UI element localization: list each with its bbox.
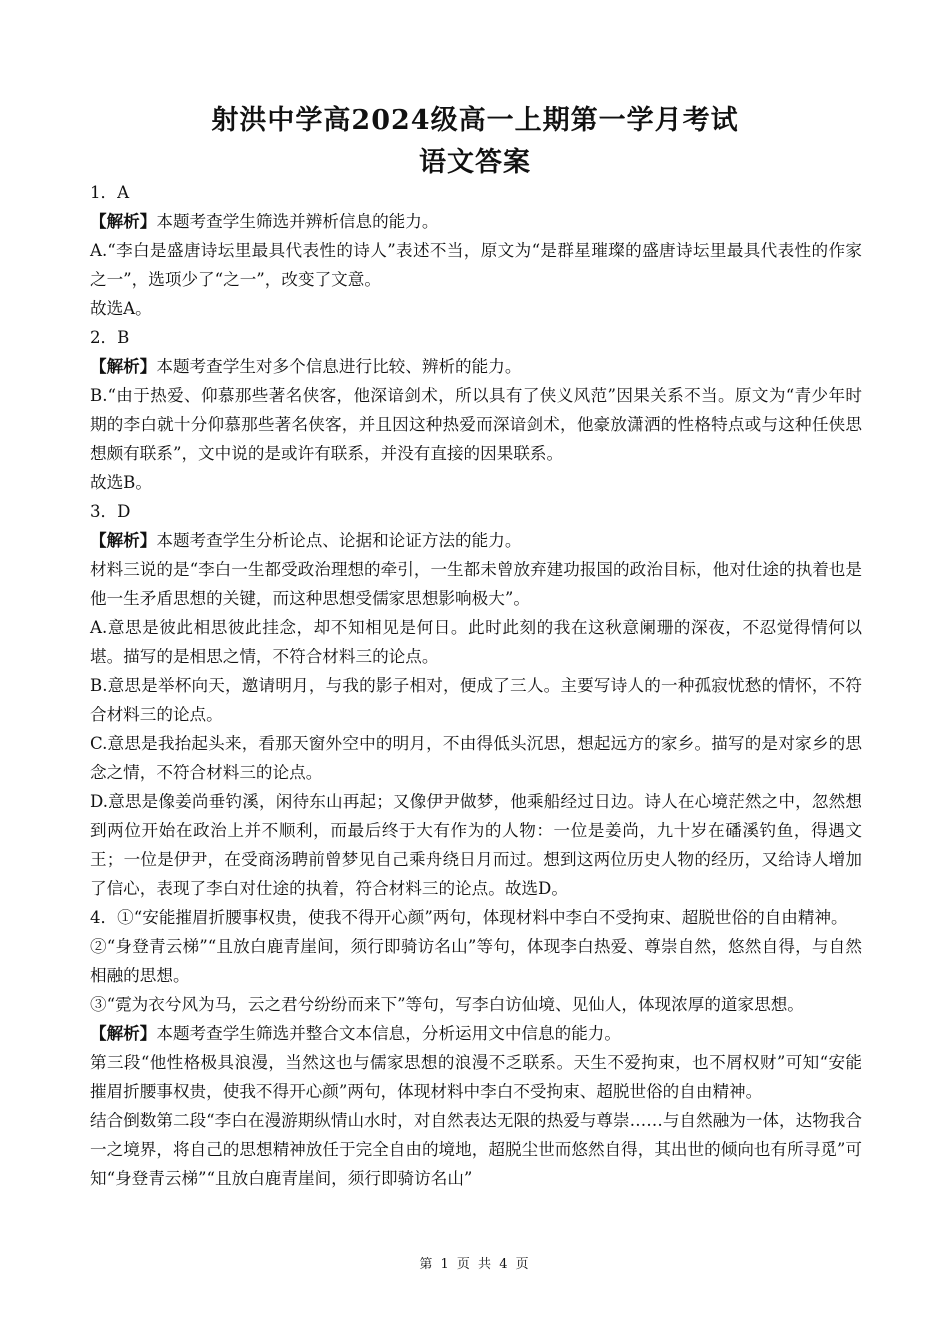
paragraph-text: B.“由于热爱、仰慕那些著名侠客，他深谙剑术，所以具有了侠义风范”因果关系不当。原文为“青少年时期的李白就十分仰慕那些著名侠客，并且因这种热爱而深谙剑术，他豪放潇洒的性格特点或与这种任侠思想颇有联系”，文中说的是或许有联系，并没有直接的因果联系。 — [90, 386, 862, 463]
analysis-paragraph — [90, 526, 862, 555]
analysis-paragraph — [90, 352, 862, 381]
analysis-paragraph — [90, 207, 862, 236]
answer-paragraph — [90, 323, 862, 352]
answer-body — [90, 178, 862, 1193]
answer-paragraph — [90, 555, 862, 613]
paragraph-text: 4．①“安能摧眉折腰事权贵，使我不得开心颜”两句，体现材料中李白不受拘束、超脱世俗的自由精神。 — [90, 908, 848, 927]
page-footer: 第 1 页 共 4 页 — [419, 1257, 531, 1272]
answer-paragraph — [90, 729, 862, 787]
analysis-tag: 【解析】 — [90, 1023, 157, 1043]
paragraph-text: A.“李白是盛唐诗坛里最具代表性的诗人”表述不当，原文为“是群星璀璨的盛唐诗坛里最具代表性的作家之一”，选项少了“之一”，改变了文意。 — [90, 241, 862, 289]
page-title: 射洪中学高2024级高一上期第一学月考试 — [211, 105, 739, 136]
answer-paragraph — [90, 497, 862, 526]
paragraph-text: 本题考查学生对多个信息进行比较、辨析的能力。 — [156, 357, 522, 376]
answer-paragraph — [90, 932, 862, 990]
paragraph-text: ③“霓为衣兮风为马，云之君兮纷纷而来下”等句，写李白访仙境、见仙人，体现浓厚的道家思想。 — [90, 995, 804, 1014]
page-subtitle: 语文答案 — [419, 147, 531, 178]
analysis-tag: 【解析】 — [90, 356, 157, 376]
paragraph-text: 本题考查学生筛选并整合文本信息，分析运用文中信息的能力。 — [156, 1024, 621, 1043]
paragraph-text: 第三段“他性格极具浪漫，当然这也与儒家思想的浪漫不乏联系。天生不爱拘束，也不屑权财”可知“安能摧眉折腰事权贵，使我不得开心颜”两句，体现材料中李白不受拘束、超脱世俗的自由精神。 — [90, 1053, 862, 1101]
paragraph-text: B.意思是举杯向天，邀请明月，与我的影子相对，便成了三人。主要写诗人的一种孤寂忧愁的情怀，不符合材料三的论点。 — [90, 676, 862, 724]
answer-paragraph — [90, 178, 862, 207]
analysis-tag: 【解析】 — [90, 530, 157, 550]
paragraph-text: C.意思是我抬起头来，看那天窗外空中的明月，不由得低头沉思，想起远方的家乡。描写的是对家乡的思念之情，不符合材料三的论点。 — [90, 734, 862, 782]
analysis-tag: 【解析】 — [90, 211, 157, 231]
paragraph-text: 本题考查学生分析论点、论据和论证方法的能力。 — [156, 531, 522, 550]
paragraph-text: D.意思是像姜尚垂钓溪，闲待东山再起；又像伊尹做梦，他乘船经过日边。诗人在心境茫然之中，忽然想到两位开始在政治上并不顺利，而最后终于大有作为的人物：一位是姜尚，九十岁在磻溪钓鱼，得遇文王；一位是伊尹，在受商汤聘前曾梦见自己乘舟绕日月而过。想到这两位历史人物的经历，又给诗人增加了信心，表现了李白对仕途的执着，符合材料三的论点。故选D。 — [90, 792, 862, 898]
paragraph-text: ②“身登青云梯”“且放白鹿青崖间，须行即骑访名山”等句，体现李白热爱、尊崇自然，悠然自得，与自然相融的思想。 — [90, 937, 862, 985]
answer-paragraph — [90, 671, 862, 729]
answer-paragraph — [90, 787, 862, 903]
paragraph-text: A.意思是彼此相思彼此挂念，却不知相见是何日。此时此刻的我在这秋意阑珊的深夜，不忍觉得情何以堪。描写的是相思之情，不符合材料三的论点。 — [90, 618, 862, 666]
paragraph-text: 故选A。 — [90, 299, 152, 318]
answer-paragraph — [90, 1048, 862, 1106]
answer-paragraph — [90, 381, 862, 468]
paragraph-text: 材料三说的是“李白一生都受政治理想的牵引，一生都未曾放弃建功报国的政治目标，他对仕途的执着也是他一生矛盾思想的关键，而这种思想受儒家思想影响极大”。 — [90, 560, 862, 608]
paragraph-text: 2．B — [90, 328, 130, 347]
paragraph-text: 本题考查学生筛选并辨析信息的能力。 — [156, 212, 439, 231]
answer-paragraph — [90, 903, 862, 932]
paragraph-text: 1．A — [90, 183, 130, 202]
answer-paragraph — [90, 1106, 862, 1193]
answer-paragraph — [90, 468, 862, 497]
answer-paragraph — [90, 294, 862, 323]
answer-paragraph — [90, 613, 862, 671]
analysis-paragraph — [90, 1019, 862, 1048]
paragraph-text: 结合倒数第二段“李白在漫游期纵情山水时，对自然表达无限的热爱与尊崇……与自然融为一体，达物我合一之境界，将自己的思想精神放任于完全自由的境地，超脱尘世而悠然自得，其出世的倾向也有所寻觅”可知“身登青云梯”“且放白鹿青崖间，须行即骑访名山” — [90, 1111, 862, 1188]
paragraph-text: 故选B。 — [90, 473, 152, 492]
answer-paragraph — [90, 236, 862, 294]
answer-paragraph — [90, 990, 862, 1019]
paragraph-text: 3．D — [90, 502, 131, 521]
